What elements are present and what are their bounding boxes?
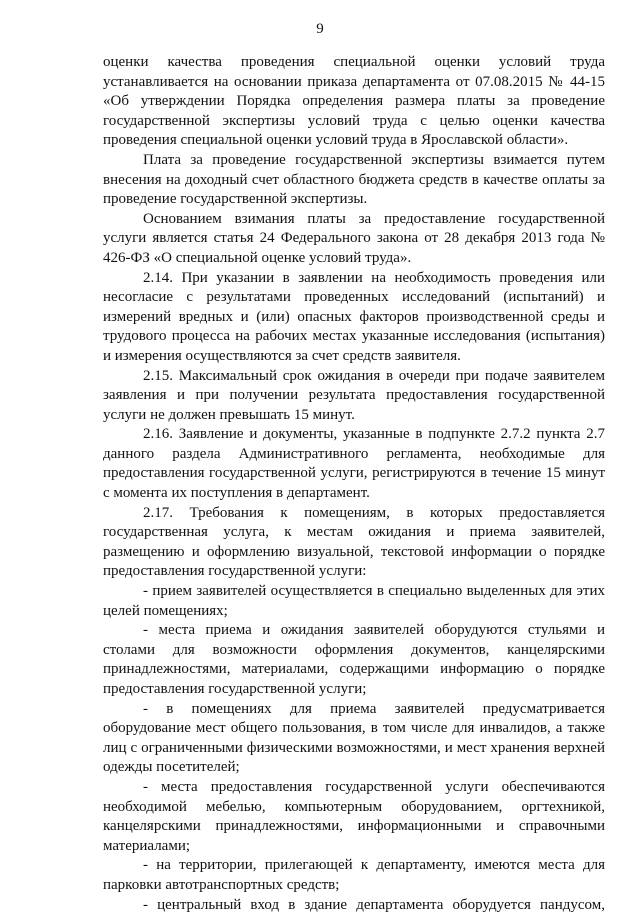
list-item-reception-rooms: - прием заявителей осуществляется в специально выделенных для этих целей помещениях; <box>103 583 605 619</box>
list-item-parking: - на территории, прилегающей к департаменту, имеются места для парковки автотранспортных средств; <box>103 857 605 893</box>
list-item-furniture: - места предоставления государственной услуги обеспечиваются необходимой мебелью, компьютерным оборудованием, оргтехникой, канцелярскими принадлежностями, информационными и справочными материалами; <box>103 778 605 854</box>
paragraph-2-16: 2.16. Заявление и документы, указанные в подпункте 2.7.2 пункта 2.7 данного раздела Административного регламента, необходимые для предоставления государственной услуги, регистрируются в течение 15 минут с момента их поступления в департамент. <box>103 426 605 502</box>
paragraph-fee-order: оценки качества проведения специальной оценки условий труда устанавливается на основании приказа департамента от 07.08.2015 № 44-15 «Об утверждении Порядка определения размера платы за проведение государственной экспертизы условий труда с целью оценки качества проведения специальной оценки условий труда в Ярославской области». <box>103 54 605 149</box>
list-item-common-areas: - в помещениях для приема заявителей предусматривается оборудование мест общего пользования, в том числе для инвалидов, а также лиц с ограниченными физическими возможностями, и мест хранения верхней одежды посетителей; <box>103 700 605 776</box>
list-item-entrance-ramp: - центральный вход в здание департамента оборудуется пандусом, <box>143 896 605 913</box>
document-body <box>103 53 605 915</box>
paragraph-2-17: 2.17. Требования к помещениям, в которых предоставляется государственная услуга, к местам ожидания и приема заявителей, размещению и оформлению визуальной, текстовой информации о порядке предоставления государственной услуги: <box>103 504 605 580</box>
page-number: 9 <box>316 21 324 37</box>
paragraph-2-14: 2.14. При указании в заявлении на необходимость проведения или несогласие с результатами проведенных исследований (испытаний) и измерений вредных и (или) опасных факторов производственной среды и трудового процесса на рабочих местах указанные исследования (испытания) и измерения осуществляются за счет средств заявителя. <box>103 269 605 364</box>
paragraph-fee-basis: Основанием взимания платы за предоставление государственной услуги является статья 24 Федерального закона от 28 декабря 2013 года № 426-ФЗ «О специальной оценке условий труда». <box>103 210 605 266</box>
paragraph-2-15: 2.15. Максимальный срок ожидания в очереди при подаче заявителем заявления и при получении результата предоставления государственной услуги не должен превышать 15 минут. <box>103 367 605 423</box>
list-item-waiting-places: - места приема и ожидания заявителей оборудуются стульями и столами для возможности оформления документов, канцелярскими принадлежностями, материалами, содержащими информацию о порядке предоставления государственной услуги; <box>103 622 605 697</box>
paragraph-fee-collection: Плата за проведение государственной экспертизы взимается путем внесения на доходный счет областного бюджета средств в качестве оплаты за проведение государственной экспертизы. <box>103 151 605 208</box>
